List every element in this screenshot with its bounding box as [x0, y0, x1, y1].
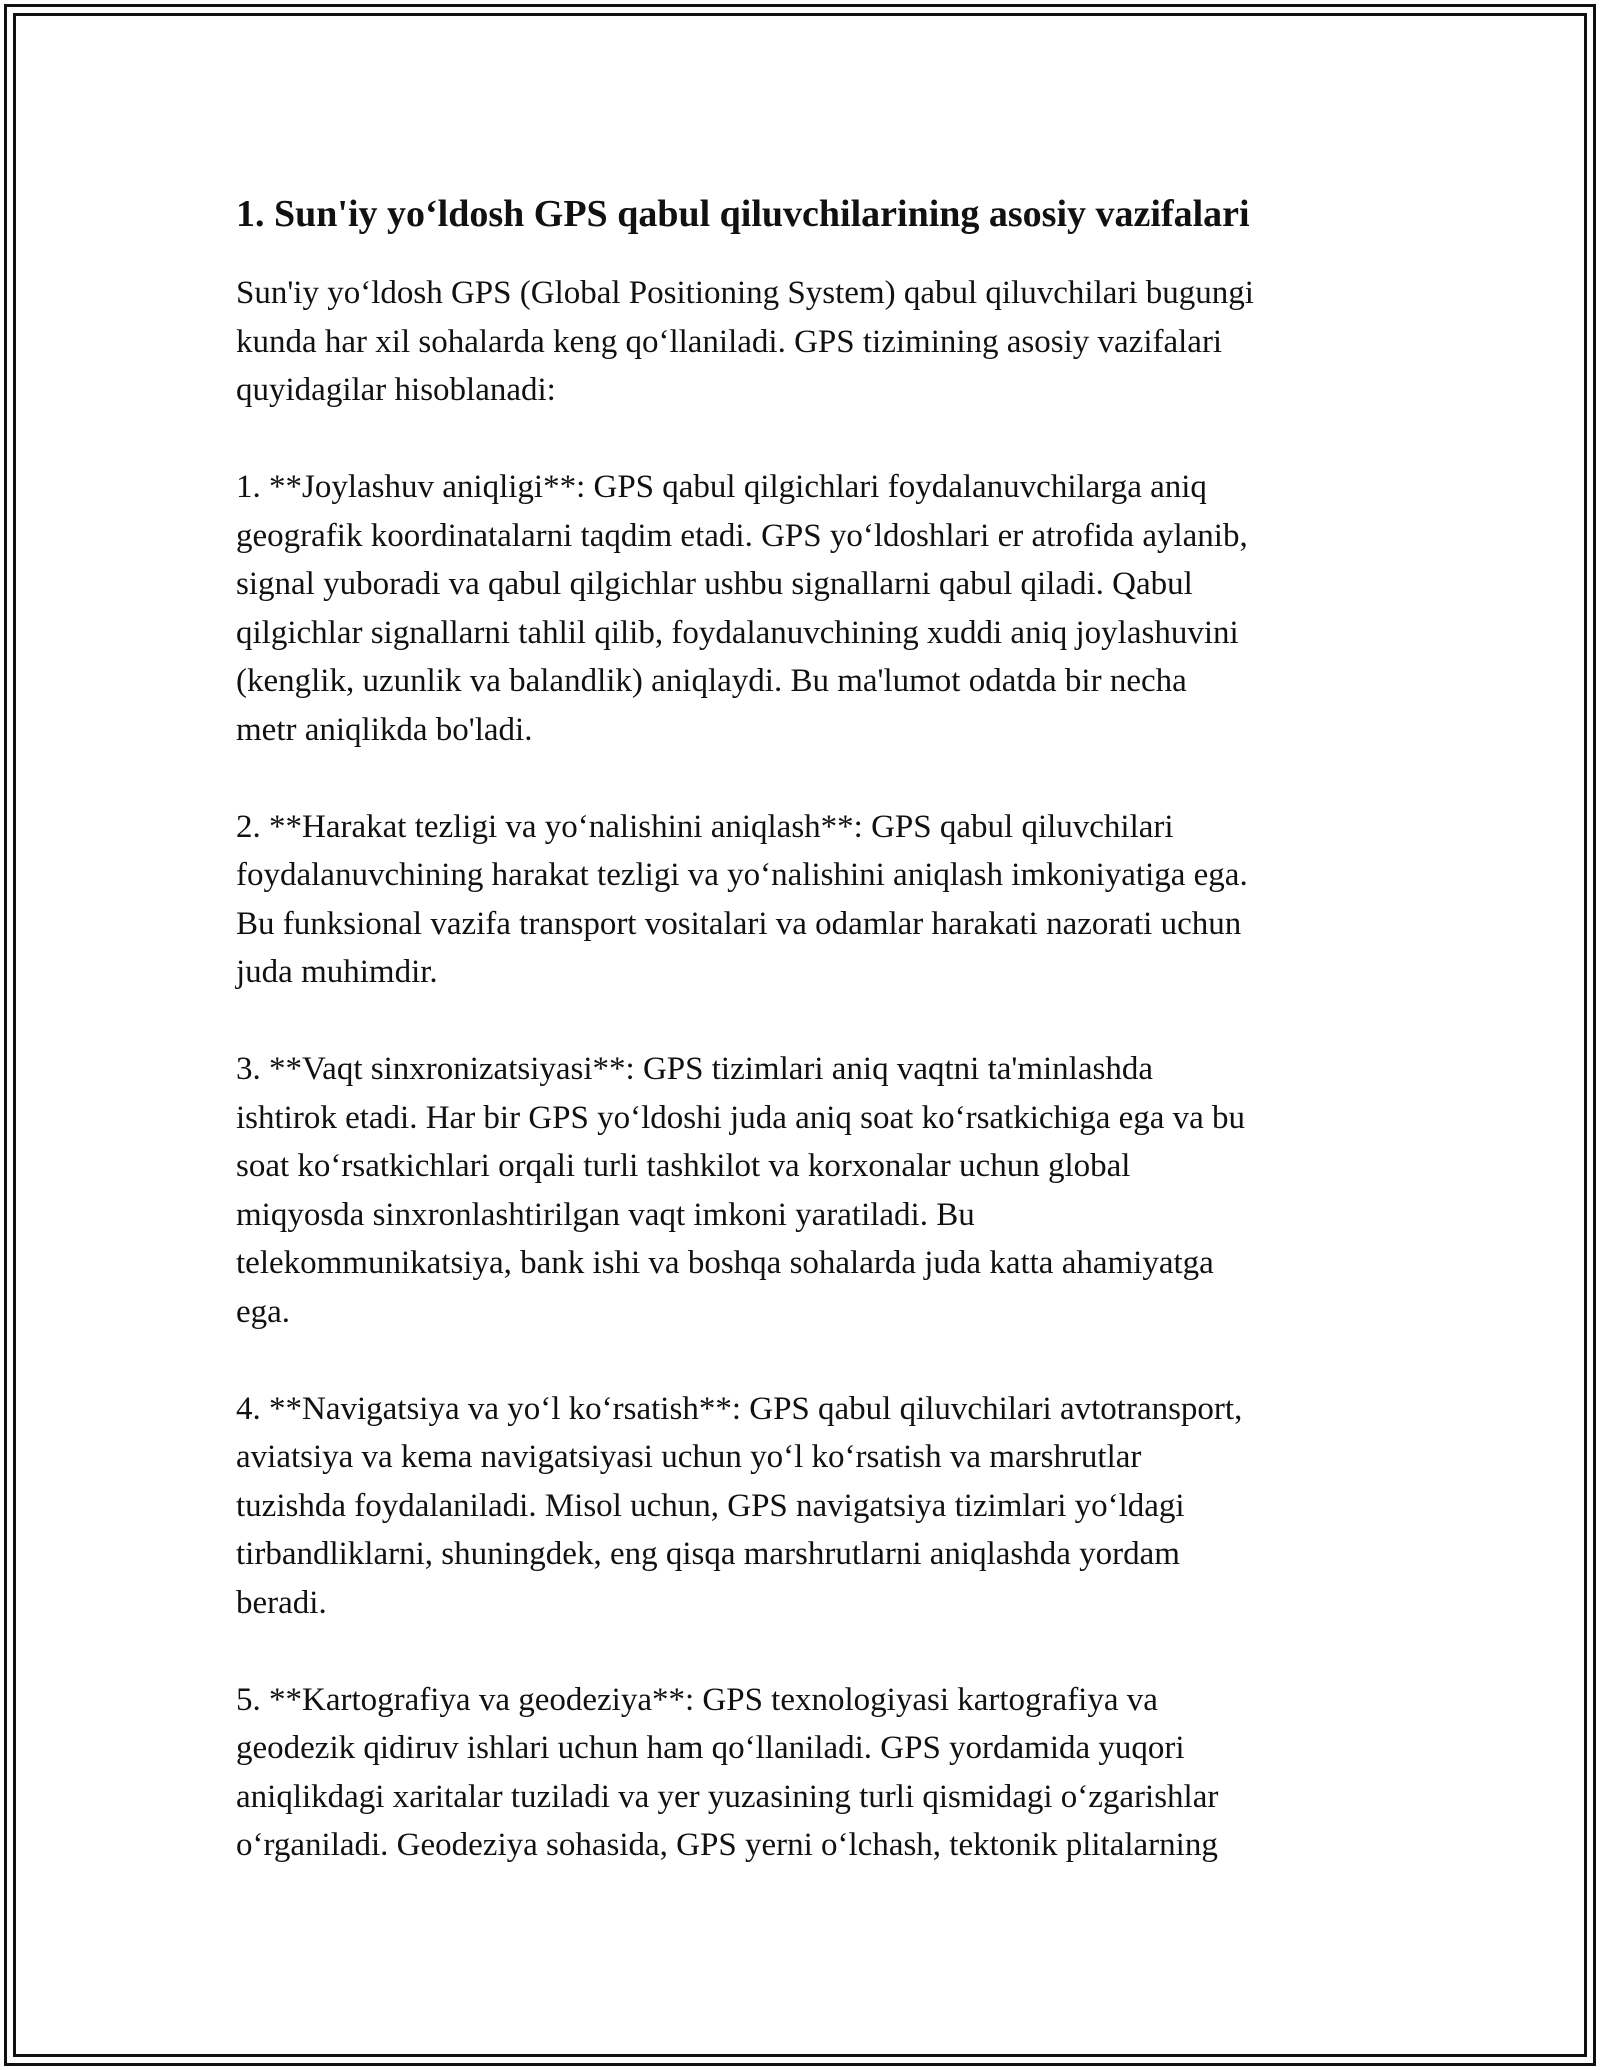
- document-title: 1. Sun'iy yo‘ldosh GPS qabul qiluvchilarining asosiy vazifalari: [236, 193, 1250, 235]
- intro-paragraph: Sun'iy yo‘ldosh GPS (Global Positioning System) qabul qiluvchilari bugungi kunda har xil sohalarda keng qo‘llaniladi. GPS tizimining asosiy vazifalari quyidagilar hisoblanadi:: [236, 275, 1254, 408]
- paragraph-cartography: 5. **Kartografiya va geodeziya**: GPS texnologiyasi kartografiya va geodezik qidiruv ishlari uchun ham qo‘llaniladi. GPS yordamida yuqori aniqlikdagi xaritalar tuziladi va yer yuzasining turli qismidagi o‘zgarishlar o‘rganiladi. Geodeziya sohasida, GPS yerni o‘lchash, tektonik plitalarning: [236, 1681, 1219, 1863]
- paragraph-navigation: 4. **Navigatsiya va yo‘l ko‘rsatish**: GPS qabul qiluvchilari avtotransport, aviatsiya va kema navigatsiyasi uchun yo‘l ko‘rsatish va marshrutlar tuzishda foydalaniladi. Misol uchun, GPS navigatsiya tizimlari yo‘ldagi tirbandliklarni, shuningdek, eng qisqa marshrutlarni aniqlashda yordam beradi.: [236, 1390, 1243, 1621]
- paragraph-speed-direction: 2. **Harakat tezligi va yo‘nalishini aniqlash**: GPS qabul qiluvchilari foydalanuvchining harakat tezligi va yo‘nalishini aniqlash imkoniyatiga ega. Bu funksional vazifa transport vositalari va odamlar harakati nazorati uchun juda muhimdir.: [236, 808, 1248, 990]
- paragraph-time-sync: 3. **Vaqt sinxronizatsiyasi**: GPS tizimlari aniq vaqtni ta'minlashda ishtirok etadi. Har bir GPS yo‘ldoshi juda aniq soat ko‘rsatkichiga ega va bu soat ko‘rsatkichlari orqali turli tashkilot va korxonalar uchun global miqyosda sinxronlashtirilgan vaqt imkoni yaratiladi. Bu telekommunikatsiya, bank ishi va boshqa sohalarda juda katta ahamiyatga ega.: [236, 1051, 1246, 1330]
- paragraph-location-accuracy: 1. **Joylashuv aniqligi**: GPS qabul qilgichlari foydalanuvchilarga aniq geografik koordinatalarni taqdim etadi. GPS yo‘ldoshlari er atrofida aylanib, signal yuboradi va qabul qilgichlar ushbu signallarni qabul qiladi. Qabul qilgichlar signallarni tahlil qilib, foydalanuvchining xuddi aniq joylashuvini (kenglik, uzunlik va balandlik) aniqlaydi. Bu ma'lumot odatda bir necha metr aniqlikda bo'ladi.: [236, 469, 1248, 748]
- document-body: [236, 183, 1376, 1870]
